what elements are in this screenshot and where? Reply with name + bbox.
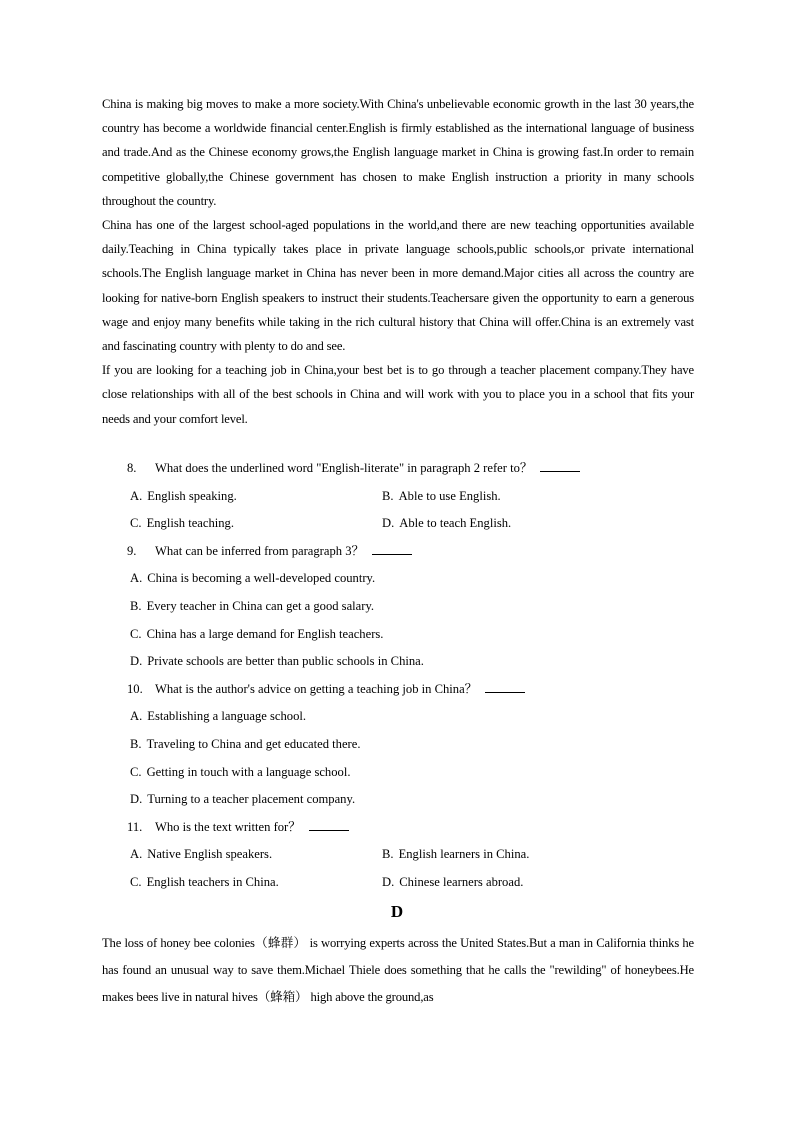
passage-d [102, 930, 694, 1010]
question-text: Who is the text written for？ [155, 819, 301, 834]
question-number: 11. [127, 819, 143, 834]
option-letter: A. [130, 488, 143, 503]
option-b [382, 841, 529, 869]
options-row [0, 510, 794, 538]
option-letter: C. [130, 626, 142, 641]
option-text: Private schools are better than public schools in China. [147, 654, 424, 669]
option-c [130, 759, 350, 787]
option-letter: B. [130, 598, 142, 613]
option-text: English teaching. [146, 516, 234, 531]
option-a [130, 841, 272, 869]
section-heading: D [390, 902, 404, 921]
question-text: What is the author's advice on getting a teaching job in China？ [155, 681, 478, 696]
option-text: Chinese learners abroad. [399, 874, 524, 889]
option-letter: D. [382, 516, 395, 531]
option-c [130, 621, 383, 649]
options-row [0, 483, 794, 511]
option-text: Turning to a teacher placement company. [147, 792, 356, 807]
option-letter: C. [130, 874, 142, 889]
answer-blank [485, 678, 525, 693]
option-text: English learners in China. [398, 847, 530, 862]
question-9 [0, 538, 794, 676]
question-stem [127, 814, 794, 842]
question-number: 10. [127, 681, 143, 696]
option-letter: B. [130, 736, 142, 751]
option-c [130, 869, 279, 897]
option-text: Every teacher in China can get a good salary. [146, 598, 375, 613]
option-d [130, 648, 424, 676]
option-letter: B. [382, 847, 394, 862]
option-a [130, 483, 237, 511]
option-text: Establishing a language school. [147, 709, 307, 724]
option-text: Native English speakers. [147, 847, 273, 862]
option-b [382, 483, 501, 511]
option-letter: C. [130, 764, 142, 779]
option-text: China is becoming a well-developed country. [147, 571, 376, 586]
options-row [0, 565, 794, 593]
option-letter: A. [130, 709, 143, 724]
question-10 [0, 676, 794, 814]
option-d [130, 786, 355, 814]
question-text: What does the underlined word "English-literate" in paragraph 2 refer to？ [155, 461, 533, 475]
question-list [0, 455, 794, 897]
option-letter: D. [130, 792, 143, 807]
options-row [0, 648, 794, 676]
passage-paragraph: If you are looking for a teaching job in China,your best bet is to go through a teacher placement company.They have close relationships with all of the best schools in China and will work with you to place you in a school that fits your needs and your comfort level. [102, 363, 694, 426]
option-letter: D. [130, 654, 143, 669]
passage-paragraph: The loss of honey bee colonies（蜂群） is worrying experts across the United States.But a man in California thinks he has found an unusual way to save them.Michael Thiele does something that he calls the "rewilding" of honeybees.He makes bees live in natural hives（蜂箱） high above the ground,as [102, 936, 694, 1004]
option-c [130, 510, 234, 538]
option-text: English speaking. [147, 488, 237, 503]
question-stem [127, 455, 794, 483]
option-d [382, 510, 511, 538]
question-number: 9. [127, 543, 137, 558]
passage-c [102, 92, 694, 431]
question-11 [0, 814, 794, 897]
options-row [0, 841, 794, 869]
question-stem [127, 676, 794, 704]
option-text: Traveling to China and get educated there. [146, 736, 361, 751]
option-letter: D. [382, 874, 395, 889]
options-row [0, 759, 794, 787]
question-stem [127, 538, 794, 566]
option-b [130, 731, 360, 759]
option-text: China has a large demand for English teachers. [146, 626, 384, 641]
options-row [0, 786, 794, 814]
options-row [0, 621, 794, 649]
options-row [0, 731, 794, 759]
question-text: What can be inferred from paragraph 3？ [155, 543, 365, 558]
option-a [130, 703, 306, 731]
option-letter: A. [130, 571, 143, 586]
option-b [130, 593, 374, 621]
options-row [0, 593, 794, 621]
question-8 [0, 455, 794, 538]
options-row [0, 869, 794, 897]
option-text: Getting in touch with a language school. [146, 764, 351, 779]
passage-paragraph: China has one of the largest school-aged populations in the world,and there are new teaching opportunities available daily.Teaching in China typically takes place in private language schools,public schools,or private international schools.The English language market in China has never been in more demand.Major cities all across the country are looking for native-born English speakers to instruct their students.Teachersare given the opportunity to earn a generous wage and enjoy many benefits while taking in the rich cultural history that China will offer.China is an extremely vast and fascinating country with plenty to do and see. [102, 218, 694, 354]
answer-blank [372, 540, 412, 555]
options-row [0, 703, 794, 731]
answer-blank [540, 457, 580, 472]
option-text: Able to teach English. [399, 516, 512, 531]
option-letter: C. [130, 516, 142, 531]
option-text: English teachers in China. [146, 874, 279, 889]
option-d [382, 869, 523, 897]
question-number: 8. [127, 461, 137, 475]
option-a [130, 565, 375, 593]
passage-paragraph: China is making big moves to make a more society.With China's unbelievable economic growth in the last 30 years,the country has become a worldwide financial center.English is firmly established as the international language of business and trade.And as the Chinese economy grows,the English language market in China is growing fast.In order to remain competitive globally,the Chinese government has chosen to make English instruction a priority in many schools throughout the country. [102, 97, 694, 208]
answer-blank [309, 816, 349, 831]
option-letter: A. [130, 847, 143, 862]
option-letter: B. [382, 488, 394, 503]
option-text: Able to use English. [398, 488, 501, 503]
